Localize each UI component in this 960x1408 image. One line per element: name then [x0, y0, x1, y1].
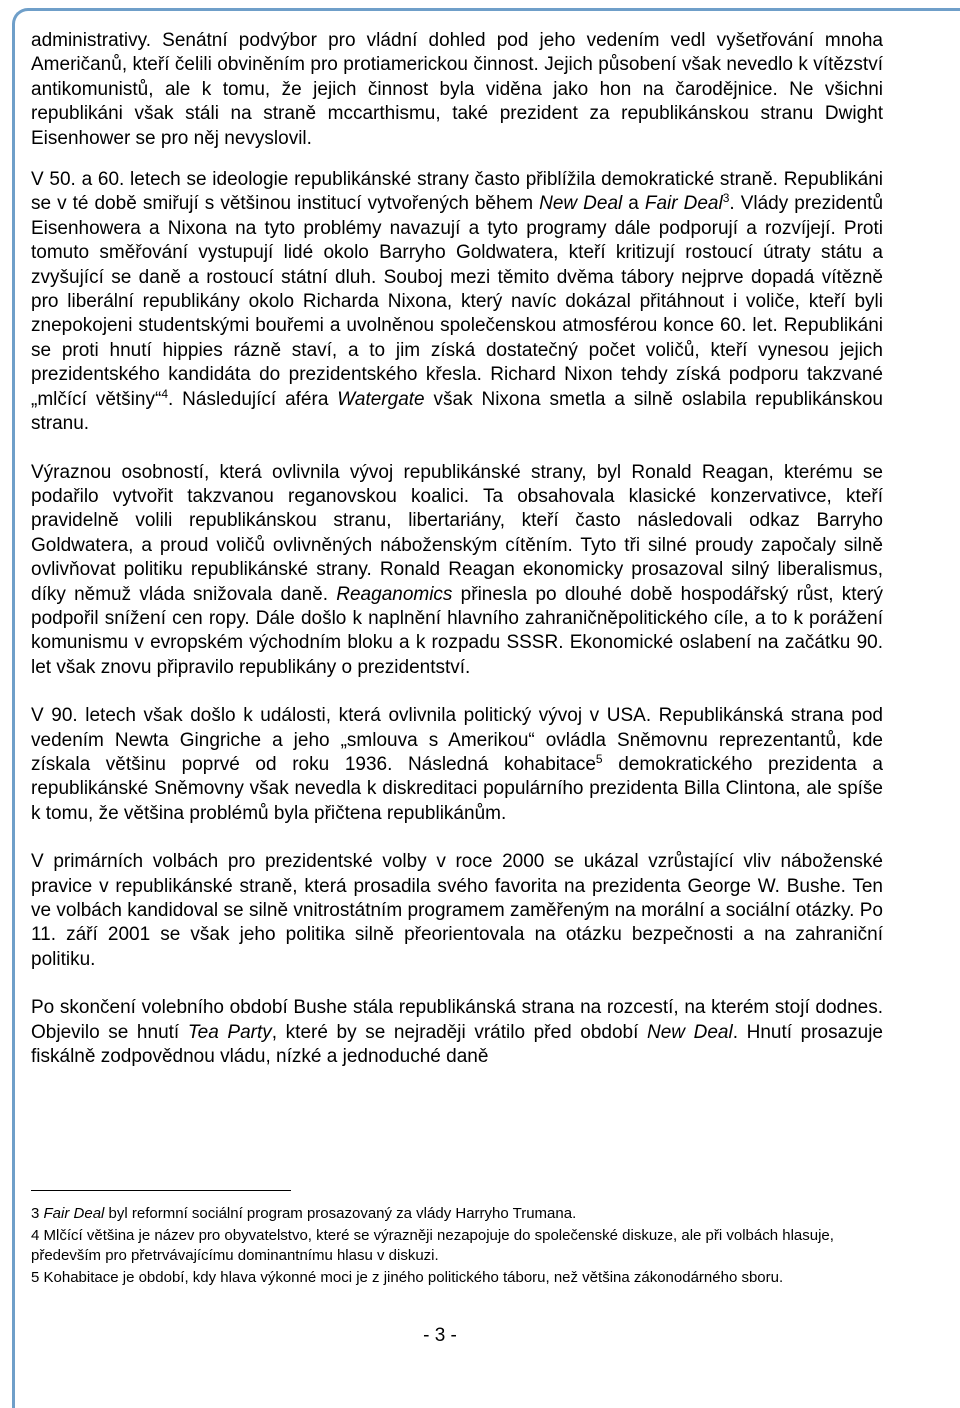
- paragraph-text: a: [622, 193, 645, 215]
- footnote-text: Mlčící většina je název pro obyvatelstvo, které se výrazněji nezapojuje do společenské diskuze, ale při volbách hlasuje, především pro přetrvávajícímu dominantnímu hlasu v diskuzi.: [31, 1227, 834, 1264]
- paragraph-4: [31, 704, 883, 826]
- paragraph-text: , které by se nejraději vrátilo před období: [271, 1021, 647, 1043]
- footnote-5: [31, 1268, 883, 1288]
- paragraph-text: . Vlády prezidentů Eisenhowera a Nixona na tyto problémy navazují a tyto programy dále podporují a rozvíjejí. Proti tomuto směřování vystupují lidé okolo Barryho Goldwatera, kteří kritizují rostoucí útraty státu a zvyšující se daně a rostoucí státní dluh. Souboj mezi těmito dvěma tábory nejprve dopadá vítězně pro liberální republikány okolo Richarda Nixona, který navíc dokázal přitáhnout i voliče, kteří byli znepokojeni studentskými bouřemi a uvolněnou společenskou atmosférou konce 60. let. Republikáni se proti hnutí hippies rázně staví, a to jim získá dostatečný počet voličů, kteří vynesou jejich prezidentského kandidáta do prezidentského křesla. Richard Nixon tehdy získá podporu takzvané „mlčící většiny“: [31, 193, 884, 410]
- italic-term: Fair Deal: [644, 193, 723, 215]
- footnote-number: 3: [31, 1205, 40, 1222]
- document-body: [31, 29, 883, 1093]
- footnote-text: byl reformní sociální program prosazovaný za vlády Harryho Trumana.: [104, 1205, 577, 1222]
- footnote-number: 4: [31, 1227, 40, 1244]
- footnote-ref-4[interactable]: 4: [161, 386, 168, 401]
- paragraph-6: [31, 996, 883, 1069]
- footnotes: [31, 1204, 883, 1290]
- italic-term: Fair Deal: [43, 1205, 105, 1222]
- paragraph-1: [31, 29, 883, 151]
- paragraph-text: přinesla po dlouhé době hospodářský růst, který podpořil snížení cen ropy. Dále došlo k naplnění hlavního zahraničněpolitického cíle, a to k porážení komunismu v evropském východním bloku a k rozpadu SSSR. Ekonomické oslabení na začátku 90. let však znovu připravilo republikány o prezidentství.: [31, 583, 883, 678]
- paragraph-text: V 50. a 60. letech se ideologie republikánské strany často přiblížila demokratické straně. Republikáni se v té době smiřují s většinou institucí vytvořených během: [31, 169, 883, 215]
- footnote-number: 5: [31, 1269, 40, 1286]
- footnote-3: [31, 1204, 883, 1224]
- paragraph-text: V 90. letech však došlo k události, která ovlivnila politický vývoj v USA. Republikánská strana pod vedením Newta Gingriche a jeho „smlouva s Amerikou“ ovládla Sněmovnu reprezentantů, kde získala většinu poprvé od roku 1936. Následná kohabitace: [31, 705, 883, 775]
- paragraph-text: administrativy. Senátní podvýbor pro vládní dohled pod jeho vedením vedl vyšetřování mnoha Američanů, kteří čelili obviněním pro protiamerickou činnost. Jejich působení však nevedlo k vítězství antikomunistů, ale k tomu, že jejich činnost byla viděna jako hon na čarodějnice. Ne všichni republikáni však stáli na straně mccarthismu, také prezident za republikánskou stranu Dwight Eisenhower se pro něj nevyslovil.: [31, 30, 883, 149]
- paragraph-text: V primárních volbách pro prezidentské volby v roce 2000 se ukázal vzrůstající vliv náboženské pravice v republikánské straně, která prosadila svého favorita na prezidenta George W. Bushe. Ten ve volbách kandidoval se silně vnitrostátním programem zaměřeným na morální a sociální otázky. Po 11. září 2001 se však jeho politika silně přeorientovala na otázku bezpečnosti a na zahraniční politiku.: [31, 851, 883, 970]
- italic-term: New Deal: [647, 1021, 733, 1043]
- italic-term: Reaganomics: [336, 583, 453, 605]
- paragraph-text: demokratického prezidenta a republikánské Sněmovny však nevedla k diskreditaci populárního prezidenta Billa Clintona, ale spíše k tomu, že většina problémů byla přičtena republikánům.: [31, 753, 884, 824]
- footnote-text: Kohabitace je období, kdy hlava výkonné moci je z jiného politického táboru, než většina zákonodárného sboru.: [43, 1269, 784, 1286]
- paragraph-3: [31, 461, 883, 681]
- footnote-4: [31, 1226, 883, 1266]
- paragraph-text: Po skončení volebního období Bushe stála republikánská strana na rozcestí, na kterém stojí dodnes. Objevilo se hnutí: [31, 997, 883, 1043]
- italic-term: Tea Party: [187, 1021, 272, 1043]
- paragraph-2: [31, 168, 883, 436]
- paragraph-5: [31, 850, 883, 972]
- italic-term: Watergate: [337, 388, 425, 410]
- italic-term: New Deal: [539, 193, 623, 215]
- footnote-ref-5[interactable]: 5: [595, 751, 603, 766]
- paragraph-text: Výraznou osobností, která ovlivnila vývoj republikánské strany, byl Ronald Reagan, kterému se podařilo vytvořit takzvanou reganovskou koalici. Ta obsahovala klasické konzervativce, kteří pravidelně volili republikánskou stranu, libertariány, kteří často následovali odkaz Barryho Goldwatera, a proud voličů ovlivněných náboženským cítěním. Tyto tři silné proudy započaly silně ovlivňovat politiku republikánské strany. Ronald Reagan ekonomicky prosazoval silný liberalismus, díky němuž vláda snižovala daně.: [31, 461, 883, 605]
- page-number: - 3 -: [423, 1325, 457, 1346]
- footnote-separator: [31, 1190, 291, 1191]
- paragraph-text: . Následující aféra: [168, 388, 338, 410]
- paragraph-text: však Nixona smetla a silně oslabila republikánskou stranu.: [31, 388, 883, 435]
- footnote-ref-3[interactable]: 3: [722, 191, 730, 206]
- paragraph-text: . Hnutí prosazuje fiskálně zodpovědnou vládu, nízké a jednoduché daně: [31, 1021, 884, 1068]
